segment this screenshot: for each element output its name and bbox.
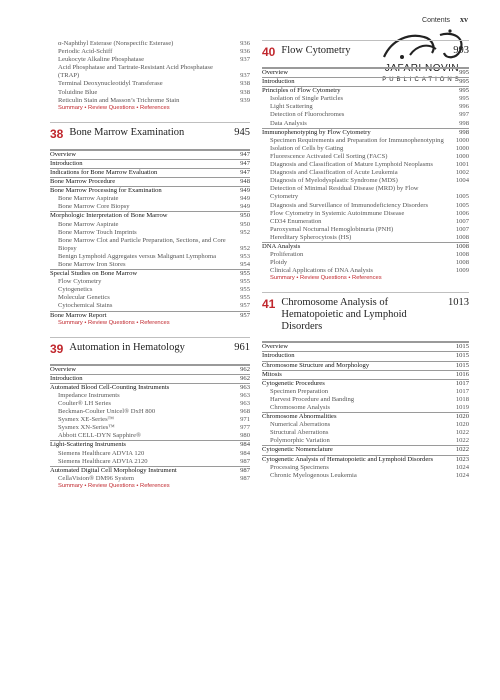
toc-section-entry[interactable] (262, 412, 469, 421)
toc-subsection-entry[interactable] (262, 388, 469, 396)
header-page-number: xv (460, 15, 468, 24)
entry-title: Diagnosis and Classification of Mature Lymphoid Neoplasms (270, 161, 433, 169)
entry-title: Processing Specimens (270, 463, 329, 471)
toc-subsection-entry[interactable] (262, 464, 469, 472)
entry-page: 949 (240, 203, 250, 211)
entry-page: 1015 (455, 352, 469, 360)
entry-title: Isolation of Single Particles (270, 95, 344, 103)
toc-subsection-entry[interactable] (50, 416, 250, 424)
entry-title: Introduction (50, 374, 83, 382)
entry-title: Acid Phosphatase and Tartrate-Resistant Acid Phosphatase (TRAP) (58, 64, 213, 80)
chapter-39-entries (50, 365, 250, 483)
entry-title: Cytogenetics (58, 286, 93, 294)
toc-subsection-entry[interactable] (262, 234, 469, 242)
entry-title: Bone Marrow Touch Imprints (58, 228, 137, 236)
entry-title: Introduction (50, 159, 83, 167)
entry-title: Chromosome Analysis (270, 404, 330, 411)
toc-section-entry[interactable] (262, 242, 469, 251)
logo-subtitle: PUBLICATIONS (382, 77, 462, 83)
chapter-title: Chromosome Analysis of Hematopoietic and Lymphoid Disorders (281, 297, 407, 333)
toc-subsection-entry[interactable] (50, 195, 250, 203)
logo-name: JAFARI NOVIN (384, 63, 460, 74)
entry-page: 937 (240, 72, 250, 80)
entry-page: 1022 (455, 429, 469, 437)
summary-links[interactable]: Summary • Review Questions • References (270, 275, 382, 282)
entry-title: Cytogenetic Procedures (262, 379, 325, 387)
toc-subsection-entry[interactable] (262, 251, 469, 259)
entry-page: 963 (240, 391, 250, 399)
toc-subsection-entry[interactable] (50, 450, 250, 458)
entry-page: 1015 (455, 361, 469, 369)
toc-subsection-entry[interactable] (50, 97, 250, 105)
entry-title: Immunophenotyping by Flow Cytometry (262, 128, 371, 136)
toc-subsection-entry[interactable] (50, 40, 250, 48)
toc-subsection-entry[interactable] (50, 475, 250, 483)
toc-section-entry[interactable] (50, 466, 250, 475)
entry-title: Structural Aberrations (270, 429, 329, 437)
entry-page: 984 (240, 449, 250, 457)
entry-page: 939 (240, 96, 250, 104)
entry-title: Beckman-Coulter Unicel® DxH 800 (58, 408, 156, 416)
entry-title: Diagnosis and Surveillance of Immunodeficiency Disorders (270, 201, 429, 209)
entry-title: Specimen Requirements and Preparation for Immunophenotyping (270, 136, 444, 144)
chapter-40-entries (262, 68, 469, 275)
entry-title: Bone Marrow Report (50, 311, 107, 319)
entry-page: 996 (459, 103, 469, 111)
entry-page: 952 (240, 244, 250, 252)
entry-page: 1024 (455, 463, 469, 471)
entry-title: Siemens Healthcare ADVIA 2120 (58, 457, 148, 465)
chapter-number: 38 (50, 126, 64, 141)
entry-page: 938 (240, 80, 250, 88)
entry-page: 1005 (455, 201, 469, 209)
entry-page: 971 (240, 416, 250, 424)
entry-title: Harvest Procedure and Banding (270, 395, 355, 403)
entry-page: 1024 (455, 471, 469, 479)
entry-page: 962 (240, 365, 250, 373)
entry-page: 947 (240, 159, 250, 167)
toc-subsection-entry[interactable] (50, 302, 250, 310)
entry-title: Terminal Deoxynucleotidyl Transferase (58, 80, 163, 88)
toc-section-entry[interactable] (262, 445, 469, 454)
entry-page: 957 (240, 311, 250, 319)
toc-continued-list (50, 40, 250, 105)
entry-page: 1009 (455, 267, 469, 275)
toc-subsection-entry[interactable] (50, 400, 250, 408)
entry-title: Morphologic Interpretation of Bone Marrow (50, 212, 168, 220)
toc-subsection-entry[interactable] (262, 429, 469, 437)
toc-subsection-entry[interactable] (50, 203, 250, 211)
entry-title: Overview (50, 150, 76, 158)
entry-page: 987 (240, 466, 250, 474)
entry-title: Fluorescence Activated Cell Sorting (FACS) (270, 152, 388, 160)
toc-subsection-entry[interactable] (262, 421, 469, 429)
entry-title: Bone Marrow Procedure (50, 178, 116, 186)
chapter-page: 993 (453, 45, 469, 56)
toc-subsection-entry[interactable] (50, 278, 250, 286)
entry-page: 995 (459, 95, 469, 103)
entry-page: 936 (240, 40, 250, 47)
entry-page: 1022 (455, 446, 469, 454)
entry-page: 1004 (455, 177, 469, 185)
toc-subsection-entry[interactable] (50, 294, 250, 302)
entry-page: 1000 (455, 144, 469, 152)
toc-subsection-entry[interactable] (50, 80, 250, 88)
entry-page: 1002 (455, 169, 469, 177)
toc-subsection-entry[interactable] (50, 56, 250, 64)
entry-title: Bone Marrow Aspirate (58, 195, 119, 203)
entry-page: 1008 (455, 242, 469, 250)
entry-page: 984 (240, 441, 250, 449)
toc-subsection-entry[interactable] (50, 286, 250, 294)
entry-title: Sysmex XE-Series™ (58, 416, 115, 424)
entry-page: 998 (459, 119, 469, 127)
entry-title: Coulter® LH Series (58, 400, 111, 407)
entry-page: 1019 (455, 404, 469, 411)
toc-subsection-entry[interactable] (262, 169, 469, 177)
entry-page: 1000 (455, 136, 469, 144)
entry-title: Abbott CELL-DYN Sapphire® (58, 432, 142, 440)
toc-subsection-entry[interactable] (262, 145, 469, 153)
toc-section-entry[interactable] (262, 128, 469, 137)
toc-section-entry[interactable] (262, 77, 469, 86)
toc-subsection-entry[interactable] (262, 161, 469, 169)
entry-title: Cytogenetic Analysis of Hematopoietic and Lymphoid Disorders (262, 455, 434, 463)
entry-page: 995 (459, 78, 469, 86)
entry-title: Diagnosis of Myelodysplastic Syndrome (MDS) (270, 177, 398, 185)
entry-title: Indications for Bone Marrow Evaluation (50, 168, 158, 176)
entry-page: 1018 (455, 395, 469, 403)
entry-title: Periodic Acid-Schiff (58, 48, 113, 56)
entry-title: Principles of Flow Cytometry (262, 87, 341, 95)
toc-section-entry[interactable] (50, 177, 250, 186)
entry-title: Cytochemical Stains (58, 302, 113, 310)
running-header (422, 15, 468, 24)
entry-title: Light Scattering (270, 103, 313, 111)
toc-section-entry[interactable] (262, 455, 469, 464)
toc-subsection-entry[interactable] (50, 237, 250, 253)
entry-page: 998 (459, 128, 469, 136)
toc-subsection-entry[interactable] (50, 64, 250, 80)
toc-subsection-entry[interactable] (262, 210, 469, 218)
toc-section-entry[interactable] (262, 342, 469, 351)
entry-title: Toluidine Blue (58, 88, 98, 96)
entry-page: 1017 (455, 387, 469, 395)
entry-title: Chromosome Structure and Morphology (262, 361, 370, 369)
toc-subsection-entry[interactable] (262, 103, 469, 111)
entry-title: Chromosome Abnormalities (262, 413, 337, 421)
entry-page: 948 (240, 178, 250, 186)
entry-title: Automated Digital Cell Morphology Instrument (50, 466, 177, 474)
toc-section-entry[interactable] (262, 379, 469, 388)
entry-title: Bone Marrow Processing for Examination (50, 187, 162, 195)
toc-section-entry[interactable] (262, 361, 469, 370)
toc-subsection-entry[interactable] (262, 218, 469, 226)
entry-title: Bone Marrow Aspirate (58, 220, 119, 228)
toc-subsection-entry[interactable] (262, 259, 469, 267)
entry-page: 955 (240, 278, 250, 286)
chapter-38-entries (50, 150, 250, 320)
chapter-title: Flow Cytometry (281, 45, 351, 56)
chapter-number: 40 (262, 45, 276, 59)
entry-page: 1000 (455, 152, 469, 160)
entry-title: Sysmex XN-Series™ (58, 424, 115, 432)
entry-title: Overview (50, 365, 76, 373)
toc-subsection-entry[interactable] (50, 48, 250, 56)
entry-page: 1008 (455, 233, 469, 241)
entry-title: Bone Marrow Iron Stores (58, 260, 126, 268)
entry-title: Bone Marrow Core Biopsy (58, 203, 130, 211)
entry-page: 977 (240, 424, 250, 432)
entry-page: 949 (240, 187, 250, 195)
entry-title: Bone Marrow Clot and Particle Preparation, Sections, and Core Biopsy (58, 236, 226, 252)
toc-subsection-entry[interactable] (262, 185, 469, 201)
entry-page: 1006 (455, 209, 469, 217)
toc-subsection-entry[interactable] (50, 392, 250, 400)
chapter-number: 39 (50, 341, 64, 356)
toc-section-entry[interactable] (50, 159, 250, 168)
toc-subsection-entry[interactable] (50, 89, 250, 97)
entry-page: 937 (240, 56, 250, 64)
entry-page: 953 (240, 252, 250, 260)
entry-title: Chronic Myelogenous Leukemia (270, 471, 357, 479)
entry-page: 962 (240, 374, 250, 382)
entry-title: Molecular Genetics (58, 294, 110, 302)
entry-page: 1007 (455, 217, 469, 225)
entry-title: DNA Analysis (262, 242, 301, 250)
summary-links[interactable]: Summary • Review Questions • References (58, 319, 170, 326)
chapter-page: 945 (234, 126, 250, 138)
chapter-number: 41 (262, 297, 276, 312)
entry-title: Introduction (262, 352, 295, 360)
entry-page: 947 (240, 168, 250, 176)
entry-title: CD34 Enumeration (270, 217, 322, 225)
entry-title: Data Analysis (270, 119, 307, 127)
toc-subsection-entry[interactable] (262, 153, 469, 161)
chapter-40-heading (262, 40, 469, 68)
entry-page: 949 (240, 195, 250, 203)
entry-title: Impedance Instruments (58, 391, 120, 399)
entry-title: Overview (262, 69, 288, 76)
toc-section-entry[interactable] (50, 168, 250, 177)
toc-section-entry[interactable] (50, 186, 250, 195)
chapter-41-heading (262, 292, 469, 342)
entry-title: Flow Cytometry in Systemic Autoimmune Disease (270, 209, 405, 217)
toc-section-entry[interactable] (262, 68, 469, 77)
header-section: Contents (422, 17, 451, 24)
entry-page: 1008 (455, 259, 469, 267)
toc-subsection-entry[interactable] (50, 261, 250, 269)
toc-section-entry[interactable] (50, 150, 250, 159)
chapter-page: 1013 (448, 297, 469, 309)
entry-title: Reticulin Stain and Masson’s Trichrome Stain (58, 96, 180, 104)
toc-subsection-entry[interactable] (262, 95, 469, 103)
entry-page: 950 (240, 220, 250, 228)
toc-section-entry[interactable] (50, 440, 250, 449)
entry-page: 938 (240, 88, 250, 96)
entry-title: Benign Lymphoid Aggregates versus Malignant Lymphoma (58, 252, 217, 260)
entry-page: 1020 (455, 421, 469, 429)
entry-title: Clinical Applications of DNA Analysis (270, 267, 373, 275)
entry-page: 997 (459, 111, 469, 119)
toc-subsection-entry[interactable] (50, 408, 250, 416)
summary-links[interactable]: Summary • Review Questions • References (58, 104, 170, 111)
toc-section-entry[interactable] (262, 370, 469, 379)
toc-subsection-entry[interactable] (50, 424, 250, 432)
entry-page: 952 (240, 228, 250, 236)
toc-section-entry[interactable] (50, 211, 250, 220)
entry-page: 957 (240, 302, 250, 310)
entry-page: 936 (240, 48, 250, 56)
entry-page: 1020 (455, 413, 469, 421)
entry-page: 995 (459, 69, 469, 76)
entry-title: Mitosis (262, 370, 282, 378)
entry-page: 987 (240, 474, 250, 482)
entry-title: Light-Scattering Instruments (50, 441, 126, 449)
toc-subsection-entry[interactable] (50, 458, 250, 466)
entry-page: 1017 (455, 379, 469, 387)
chapter-title: Bone Marrow Examination (69, 126, 185, 138)
toc-subsection-entry[interactable] (262, 472, 469, 480)
toc-section-entry[interactable] (50, 311, 250, 320)
entry-page: 954 (240, 260, 250, 268)
entry-title: Ploidy (270, 259, 288, 267)
entry-page: 1016 (455, 370, 469, 378)
entry-page: 980 (240, 432, 250, 440)
entry-title: Isolation of Cells by Gating (270, 144, 344, 152)
toc-subsection-entry[interactable] (262, 404, 469, 412)
entry-title: Detection of Minimal Residual Disease (MRD) by Flow Cytometry (270, 185, 419, 201)
entry-title: Flow Cytometry (58, 278, 102, 286)
toc-section-entry[interactable] (50, 269, 250, 278)
entry-title: Introduction (262, 78, 295, 86)
entry-title: Numerical Aberrations (270, 421, 331, 429)
entry-page: 947 (240, 150, 250, 158)
summary-links[interactable]: Summary • Review Questions • References (58, 482, 170, 489)
entry-page: 963 (240, 400, 250, 407)
toc-subsection-entry[interactable] (50, 229, 250, 237)
entry-title: Specimen Preparation (270, 387, 329, 395)
toc-subsection-entry[interactable] (262, 120, 469, 128)
toc-subsection-entry[interactable] (50, 432, 250, 440)
toc-subsection-entry[interactable] (262, 111, 469, 119)
entry-page: 1007 (455, 225, 469, 233)
entry-page: 968 (240, 408, 250, 416)
entry-title: Automated Blood Cell-Counting Instruments (50, 383, 170, 391)
toc-section-entry[interactable] (262, 351, 469, 360)
entry-title: Cytogenetic Nomenclature (262, 446, 333, 454)
toc-left-column (50, 40, 250, 492)
entry-page: 950 (240, 212, 250, 220)
entry-page: 1022 (455, 437, 469, 445)
toc-section-entry[interactable] (50, 365, 250, 374)
entry-title: Polymorphic Variation (270, 437, 330, 445)
entry-page: 1008 (455, 251, 469, 259)
entry-page: 1001 (455, 161, 469, 169)
toc-subsection-entry[interactable] (262, 177, 469, 185)
toc-section-entry[interactable] (50, 374, 250, 383)
entry-title: Leukocyte Alkaline Phosphatase (58, 56, 145, 64)
entry-page: 987 (240, 457, 250, 465)
toc-section-entry[interactable] (262, 86, 469, 95)
entry-title: CellaVision® DM96 System (58, 474, 135, 482)
chapter-41-entries (262, 342, 469, 480)
toc-subsection-entry[interactable] (262, 437, 469, 445)
entry-title: Proliferation (270, 251, 304, 259)
toc-subsection-entry[interactable] (262, 267, 469, 275)
entry-title: Special Studies on Bone Marrow (50, 270, 138, 278)
toc-subsection-entry[interactable] (50, 253, 250, 261)
entry-title: Hereditary Spherocytosis (HS) (270, 233, 352, 241)
entry-page: 995 (459, 87, 469, 95)
entry-page: 1005 (455, 193, 469, 201)
entry-title: α-Naphthyl Esterase (Nonspecific Esterase) (58, 40, 174, 47)
entry-page: 955 (240, 294, 250, 302)
toc-right-column (262, 40, 469, 480)
chapter-title: Automation in Hematology (69, 341, 185, 353)
entry-title: Siemens Healthcare ADVIA 120 (58, 449, 145, 457)
entry-title: Paroxysmal Nocturnal Hemoglobinuria (PNH) (270, 225, 394, 233)
entry-page: 963 (240, 383, 250, 391)
toc-subsection-entry[interactable] (262, 226, 469, 234)
entry-page: 955 (240, 286, 250, 294)
toc-section-entry[interactable] (50, 383, 250, 392)
entry-title: Diagnosis and Classification of Acute Leukemia (270, 169, 398, 177)
chapter-38-heading (50, 122, 250, 150)
toc-subsection-entry[interactable] (262, 396, 469, 404)
entry-title: Detection of Fluorochromes (270, 111, 345, 119)
entry-title: Overview (262, 343, 288, 351)
chapter-page: 961 (234, 341, 250, 353)
toc-subsection-entry[interactable] (50, 221, 250, 229)
toc-subsection-entry[interactable] (262, 202, 469, 210)
entry-page: 1023 (455, 455, 469, 463)
toc-subsection-entry[interactable] (262, 137, 469, 145)
entry-page: 955 (240, 270, 250, 278)
entry-page: 1015 (455, 343, 469, 351)
chapter-39-heading (50, 337, 250, 365)
